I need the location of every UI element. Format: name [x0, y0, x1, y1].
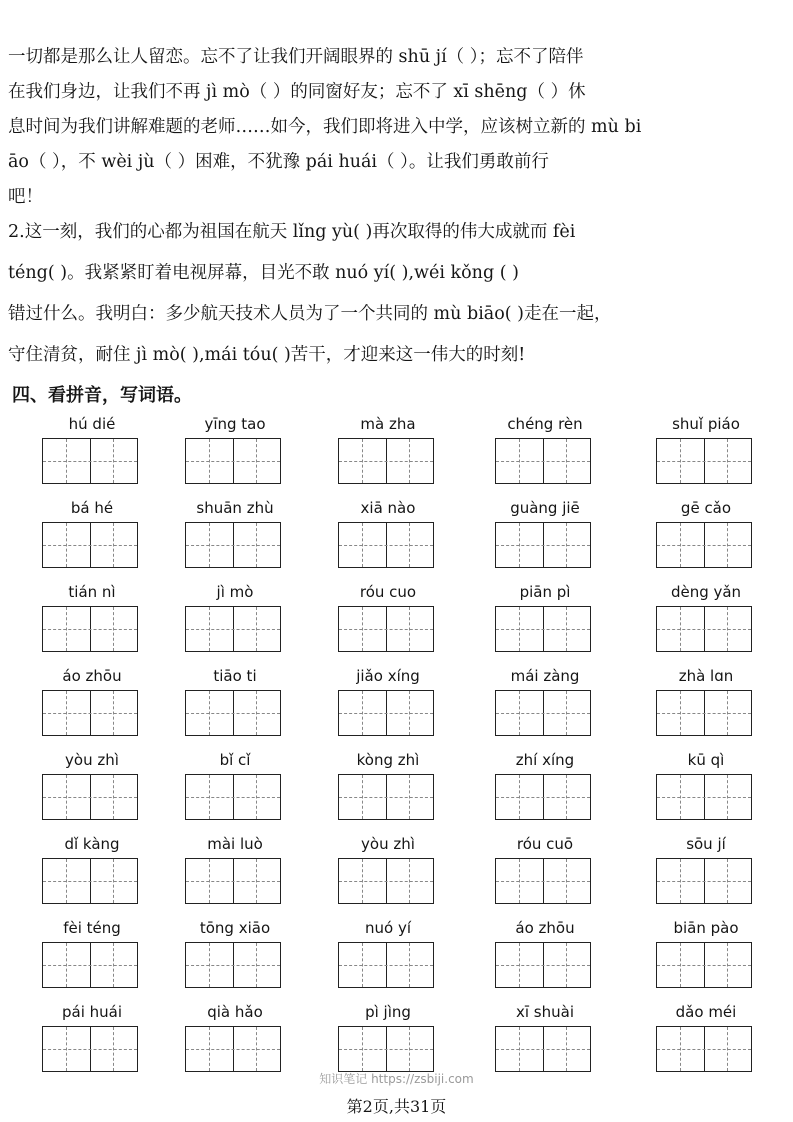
pinyin-label: tiāo ti: [213, 667, 257, 685]
grid-guide-line: [339, 461, 433, 462]
page-footer: 第2页,共31页: [346, 1097, 447, 1116]
writing-box[interactable]: [185, 438, 281, 484]
paragraph-1-line: 吧！: [8, 187, 43, 207]
paragraph-2: [8, 212, 786, 376]
grid-guide-line: [496, 545, 590, 546]
word-item: [336, 748, 440, 828]
paragraph-1: [8, 40, 786, 215]
word-item: [493, 832, 597, 912]
grid-guide-line: [339, 713, 433, 714]
paragraph-1-line: 一切都是那么让人留恋。忘不了让我们开阔眼界的 shū jí（ ）；忘不了陪伴: [8, 47, 584, 67]
grid-guide-line: [43, 629, 137, 630]
pinyin-label: shuān zhù: [196, 499, 274, 517]
writing-box[interactable]: [338, 522, 434, 568]
pinyin-label: hú dié: [68, 415, 116, 433]
pinyin-label: kòng zhì: [356, 751, 420, 769]
pinyin-label: dǐ kàng: [64, 835, 120, 853]
word-item: [336, 664, 440, 744]
pinyin-label: chéng rèn: [507, 415, 583, 433]
word-item: [493, 496, 597, 576]
word-item: [336, 916, 440, 996]
pinyin-label: gē cǎo: [680, 499, 732, 517]
word-item: [183, 832, 287, 912]
pinyin-label: nuó yí: [364, 919, 411, 937]
grid-guide-line: [496, 713, 590, 714]
pinyin-label: mài luò: [207, 835, 263, 853]
grid-guide-line: [186, 545, 280, 546]
word-item: [654, 832, 758, 912]
writing-box[interactable]: [185, 1026, 281, 1072]
grid-guide-line: [496, 965, 590, 966]
pinyin-label: áo zhōu: [515, 919, 575, 937]
pinyin-label: biān pào: [673, 919, 739, 937]
writing-box[interactable]: [338, 774, 434, 820]
writing-box[interactable]: [338, 690, 434, 736]
writing-box[interactable]: [42, 690, 138, 736]
grid-guide-line: [186, 461, 280, 462]
word-item: [183, 916, 287, 996]
writing-box[interactable]: [495, 858, 591, 904]
word-item: [183, 412, 287, 492]
writing-box[interactable]: [42, 1026, 138, 1072]
grid-guide-line: [339, 629, 433, 630]
word-item: [336, 412, 440, 492]
grid-guide-line: [657, 545, 751, 546]
pinyin-label: pì jìng: [365, 1003, 411, 1021]
pinyin-label: dǎo méi: [675, 1003, 737, 1021]
paragraph-2-line: 2.这一刻，我们的心都为祖国在航天 lǐng yù( )再次取得的伟大成就而 fèi: [8, 222, 576, 242]
writing-box[interactable]: [495, 606, 591, 652]
writing-box[interactable]: [495, 774, 591, 820]
pinyin-word-grid: [40, 412, 760, 1082]
pinyin-label: kū qì: [687, 751, 725, 769]
paragraph-1-line: āo（ ），不 wèi jù（ ）困难，不犹豫 pái huái（ ）。让我们勇敢前行: [8, 152, 549, 172]
word-item: [336, 496, 440, 576]
word-item: [336, 1000, 440, 1080]
grid-guide-line: [43, 797, 137, 798]
grid-guide-line: [339, 797, 433, 798]
pinyin-label: jì mò: [216, 583, 254, 601]
grid-guide-line: [657, 797, 751, 798]
writing-box[interactable]: [42, 522, 138, 568]
word-item: [654, 412, 758, 492]
writing-box[interactable]: [185, 858, 281, 904]
word-item: [183, 664, 287, 744]
grid-guide-line: [43, 965, 137, 966]
grid-guide-line: [657, 881, 751, 882]
pinyin-label: bǐ cǐ: [219, 751, 251, 769]
paragraph-2-line: 守住清贫，耐住 jì mò( ),mái tóu( )苦干，才迎来这一伟大的时刻!: [8, 345, 526, 365]
writing-box[interactable]: [656, 858, 752, 904]
word-item: [493, 664, 597, 744]
writing-box[interactable]: [42, 606, 138, 652]
grid-guide-line: [496, 1049, 590, 1050]
pinyin-label: tōng xiāo: [199, 919, 271, 937]
grid-guide-line: [496, 629, 590, 630]
word-item: [336, 580, 440, 660]
writing-box[interactable]: [185, 942, 281, 988]
word-item: [40, 1000, 144, 1080]
word-item: [654, 1000, 758, 1080]
word-item: [654, 916, 758, 996]
grid-guide-line: [43, 1049, 137, 1050]
writing-box[interactable]: [338, 858, 434, 904]
writing-box[interactable]: [656, 1026, 752, 1072]
pinyin-label: xiā nào: [360, 499, 416, 517]
pinyin-label: zhà lɑn: [678, 667, 734, 685]
writing-box[interactable]: [495, 942, 591, 988]
pinyin-label: yòu zhì: [65, 751, 119, 769]
pinyin-label: sōu jí: [686, 835, 726, 853]
writing-box[interactable]: [338, 438, 434, 484]
grid-guide-line: [657, 713, 751, 714]
word-item: [183, 580, 287, 660]
writing-box[interactable]: [42, 858, 138, 904]
word-item: [493, 1000, 597, 1080]
writing-box[interactable]: [656, 438, 752, 484]
grid-guide-line: [43, 545, 137, 546]
word-item: [40, 580, 144, 660]
writing-box[interactable]: [495, 1026, 591, 1072]
writing-box[interactable]: [42, 438, 138, 484]
writing-box[interactable]: [185, 522, 281, 568]
writing-box[interactable]: [338, 942, 434, 988]
pinyin-label: yīng tao: [204, 415, 266, 433]
grid-guide-line: [186, 713, 280, 714]
pinyin-label: guàng jiē: [510, 499, 580, 517]
writing-box[interactable]: [495, 690, 591, 736]
writing-box[interactable]: [338, 1026, 434, 1072]
paragraph-1-line: 息时间为我们讲解难题的老师……如今，我们即将进入中学，应该树立新的 mù bi: [8, 117, 642, 137]
word-item: [654, 580, 758, 660]
pinyin-label: jiǎo xíng: [356, 667, 420, 685]
writing-box[interactable]: [495, 438, 591, 484]
pinyin-label: piān pì: [519, 583, 571, 601]
grid-guide-line: [43, 461, 137, 462]
watermark: 知识笔记 https://zsbiji.com: [319, 1072, 474, 1086]
pinyin-label: róu cuo: [359, 583, 417, 601]
writing-box[interactable]: [185, 774, 281, 820]
grid-guide-line: [496, 881, 590, 882]
pinyin-label: bá hé: [70, 499, 114, 517]
writing-box[interactable]: [185, 690, 281, 736]
grid-guide-line: [186, 1049, 280, 1050]
pinyin-label: qià hǎo: [207, 1003, 263, 1021]
word-item: [40, 664, 144, 744]
grid-guide-line: [657, 1049, 751, 1050]
writing-box[interactable]: [42, 774, 138, 820]
pinyin-label: róu cuō: [516, 835, 574, 853]
grid-guide-line: [186, 629, 280, 630]
grid-guide-line: [339, 881, 433, 882]
word-item: [183, 496, 287, 576]
grid-guide-line: [339, 1049, 433, 1050]
grid-guide-line: [496, 797, 590, 798]
pinyin-label: xī shuài: [515, 1003, 574, 1021]
word-item: [183, 1000, 287, 1080]
word-item: [493, 580, 597, 660]
word-item: [493, 748, 597, 828]
pinyin-label: dèng yǎn: [670, 583, 742, 601]
grid-guide-line: [43, 713, 137, 714]
writing-box[interactable]: [338, 606, 434, 652]
writing-box[interactable]: [656, 690, 752, 736]
word-item: [40, 496, 144, 576]
pinyin-label: mà zha: [360, 415, 416, 433]
word-item: [40, 832, 144, 912]
writing-box[interactable]: [656, 774, 752, 820]
grid-guide-line: [339, 545, 433, 546]
grid-guide-line: [186, 881, 280, 882]
grid-guide-line: [657, 629, 751, 630]
section-heading: 四、看拼音，写词语。: [12, 385, 192, 406]
writing-box[interactable]: [185, 606, 281, 652]
word-item: [654, 496, 758, 576]
word-item: [183, 748, 287, 828]
writing-box[interactable]: [42, 942, 138, 988]
pinyin-label: shuǐ piáo: [672, 415, 740, 433]
writing-box[interactable]: [495, 522, 591, 568]
pinyin-label: tián nì: [68, 583, 116, 601]
word-item: [493, 916, 597, 996]
grid-guide-line: [657, 965, 751, 966]
grid-guide-line: [186, 965, 280, 966]
word-item: [493, 412, 597, 492]
grid-guide-line: [657, 461, 751, 462]
pinyin-label: pái huái: [61, 1003, 123, 1021]
writing-box[interactable]: [656, 522, 752, 568]
writing-box[interactable]: [656, 942, 752, 988]
word-item: [654, 748, 758, 828]
pinyin-label: fèi téng: [63, 919, 121, 937]
word-item: [40, 916, 144, 996]
writing-box[interactable]: [656, 606, 752, 652]
grid-guide-line: [339, 965, 433, 966]
pinyin-label: mái zàng: [510, 667, 580, 685]
pinyin-label: zhí xíng: [515, 751, 575, 769]
word-item: [336, 832, 440, 912]
grid-guide-line: [186, 797, 280, 798]
word-item: [40, 412, 144, 492]
grid-guide-line: [496, 461, 590, 462]
pinyin-label: áo zhōu: [62, 667, 122, 685]
paragraph-1-line: 在我们身边，让我们不再 jì mò（ ）的同窗好友；忘不了 xī shēng（ ）休: [8, 82, 586, 102]
grid-guide-line: [43, 881, 137, 882]
word-item: [40, 748, 144, 828]
paragraph-2-line: téng( )。我紧紧盯着电视屏幕，目光不敢 nuó yí( ),wéi kǒng ( ): [8, 263, 519, 283]
pinyin-label: yòu zhì: [361, 835, 415, 853]
paragraph-2-line: 错过什么。我明白：多少航天技术人员为了一个共同的 mù biāo( )走在一起，: [8, 304, 612, 324]
word-item: [654, 664, 758, 744]
